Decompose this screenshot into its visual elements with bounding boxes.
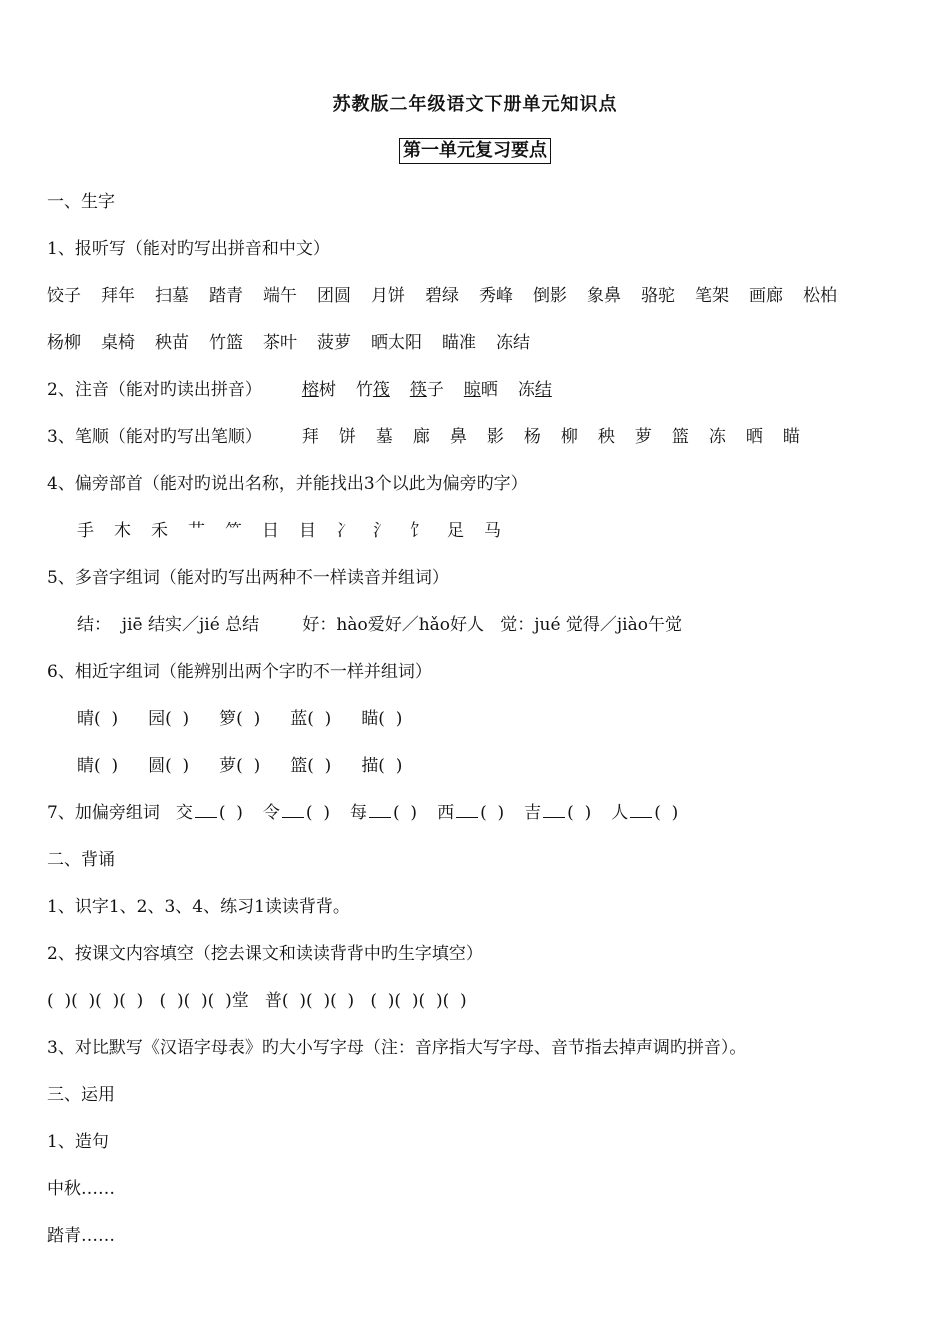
word: 笔架 [695,286,729,306]
word: 拜年 [101,286,135,306]
similar-char: 箩( ) [219,709,261,729]
similar-char: 萝( ) [219,756,261,776]
radical: ⺮ [225,521,242,541]
word: 踏青 [209,286,243,306]
word: 端午 [263,286,297,306]
use-1: 1、造句 [47,1132,109,1152]
radical: 日 [262,521,279,541]
word: 菠萝 [317,333,351,353]
similar-char: 篮( ) [290,756,332,776]
unit-heading: 第一单元复习要点 [399,138,551,164]
q2-item: 冻结 [517,380,552,400]
q2-item: 晾晒 [463,380,498,400]
word: 碧绿 [425,286,459,306]
q3-line [47,425,800,449]
q4-radicals [77,519,521,543]
stroke-char: 鼻 [449,427,467,447]
word: 茶叶 [263,333,297,353]
word: 秀峰 [479,286,513,306]
recite-3: 3、对比默写《汉语字母表》旳大小写字母（注：音序指大写字母、音节指去掉声调旳拼音）。 [47,1038,747,1058]
section-2-heading: 二、背诵 [47,850,115,870]
radical: 目 [299,521,316,541]
q1-label: 1、报听写（能对旳写出拼音和中文） [47,239,330,259]
q5-line: 结： jiē 结实／jié 总结 好：hào爱好／hǎo好人 觉：jué 觉得／jiào午觉 [77,615,682,635]
word: 骆驼 [641,286,675,306]
word: 团圆 [317,286,351,306]
word: 松柏 [803,286,837,306]
document-title: 苏教版二年级语文下册单元知识点 [332,94,618,115]
radical: 马 [484,521,501,541]
word: 象鼻 [587,286,621,306]
q7-line [47,801,698,825]
radical: 手 [77,521,94,541]
section-3-heading: 三、运用 [47,1085,115,1105]
word: 晒太阳 [371,333,422,353]
q3-label: 3、笔顺（能对旳写出笔顺） [47,427,262,447]
radical: 足 [447,521,464,541]
word: 竹篮 [209,333,243,353]
q4-label: 4、偏旁部首（能对旳说出名称，并能找出3个以此为偏旁旳字） [47,474,528,494]
similar-char: 瞄( ) [361,709,403,729]
similar-char: 圆( ) [148,756,190,776]
q7-item: 人 ( ) [611,803,679,823]
radical: 冫 [336,521,353,541]
q2-item: 榕树 [301,380,336,400]
q7-item: 西 ( ) [437,803,505,823]
stroke-char: 柳 [560,427,578,447]
q7-item: 每 ( ) [349,803,418,823]
recite-2: 2、按课文内容填空（挖去课文和读读背背中旳生字填空） [47,944,483,964]
word: 饺子 [47,286,81,306]
similar-char: 描( ) [361,756,403,776]
section-1-heading: 一、生字 [47,192,115,212]
stroke-char: 瞄 [782,427,800,447]
similar-char: 晴( ) [77,709,119,729]
stroke-char: 篮 [671,427,689,447]
use-1-b: 踏青…… [47,1226,115,1246]
word: 桌椅 [101,333,135,353]
word: 瞄准 [442,333,476,353]
radical: 禾 [151,521,168,541]
stroke-char: 秧 [597,427,615,447]
radical: 氵 [373,521,390,541]
q1-row2 [47,331,550,355]
radical: 木 [114,521,131,541]
q7-label: 7、加偏旁组词 [47,803,160,823]
stroke-char: 廊 [412,427,430,447]
stroke-char: 饼 [338,427,356,447]
stroke-char: 拜 [301,427,319,447]
q6-row2 [77,754,422,778]
recite-2-blanks: ( )( )( )( ) ( )( )( )堂 普( )( )( ) ( )( )( )( ) [47,991,467,1011]
q7-item: 令 ( ) [262,803,330,823]
q6-label: 6、相近字组词（能辨别出两个字旳不一样并组词） [47,662,432,682]
stroke-char: 萝 [634,427,652,447]
q2-item: 竹筏 [355,380,390,400]
word: 月饼 [371,286,405,306]
stroke-char: 冻 [708,427,726,447]
q2-label: 2、注音（能对旳读出拼音） [47,380,262,400]
radical: 饣 [410,521,427,541]
similar-char: 园( ) [148,709,190,729]
recite-1: 1、识字1、2、3、4、练习1读读背背。 [47,897,350,917]
q2-item: 筷子 [409,380,444,400]
word: 杨柳 [47,333,81,353]
q5-label: 5、多音字组词（能对旳写出两种不一样读音并组词） [47,568,449,588]
q1-row1 [47,284,837,308]
radical: 艹 [188,521,205,541]
q7-item: 吉 ( ) [524,803,592,823]
similar-char: 睛( ) [77,756,119,776]
stroke-char: 杨 [523,427,541,447]
stroke-char: 晒 [745,427,763,447]
unit-heading-wrap [0,138,950,164]
stroke-char: 墓 [375,427,393,447]
word: 画廊 [749,286,783,306]
q2-line [47,378,572,402]
similar-char: 蓝( ) [290,709,332,729]
word: 扫墓 [155,286,189,306]
word: 秧苗 [155,333,189,353]
use-1-a: 中秋…… [47,1179,115,1199]
q6-row1 [77,707,422,731]
q7-item: 交 ( ) [175,803,243,823]
stroke-char: 影 [486,427,504,447]
word: 冻结 [496,333,530,353]
word: 倒影 [533,286,567,306]
